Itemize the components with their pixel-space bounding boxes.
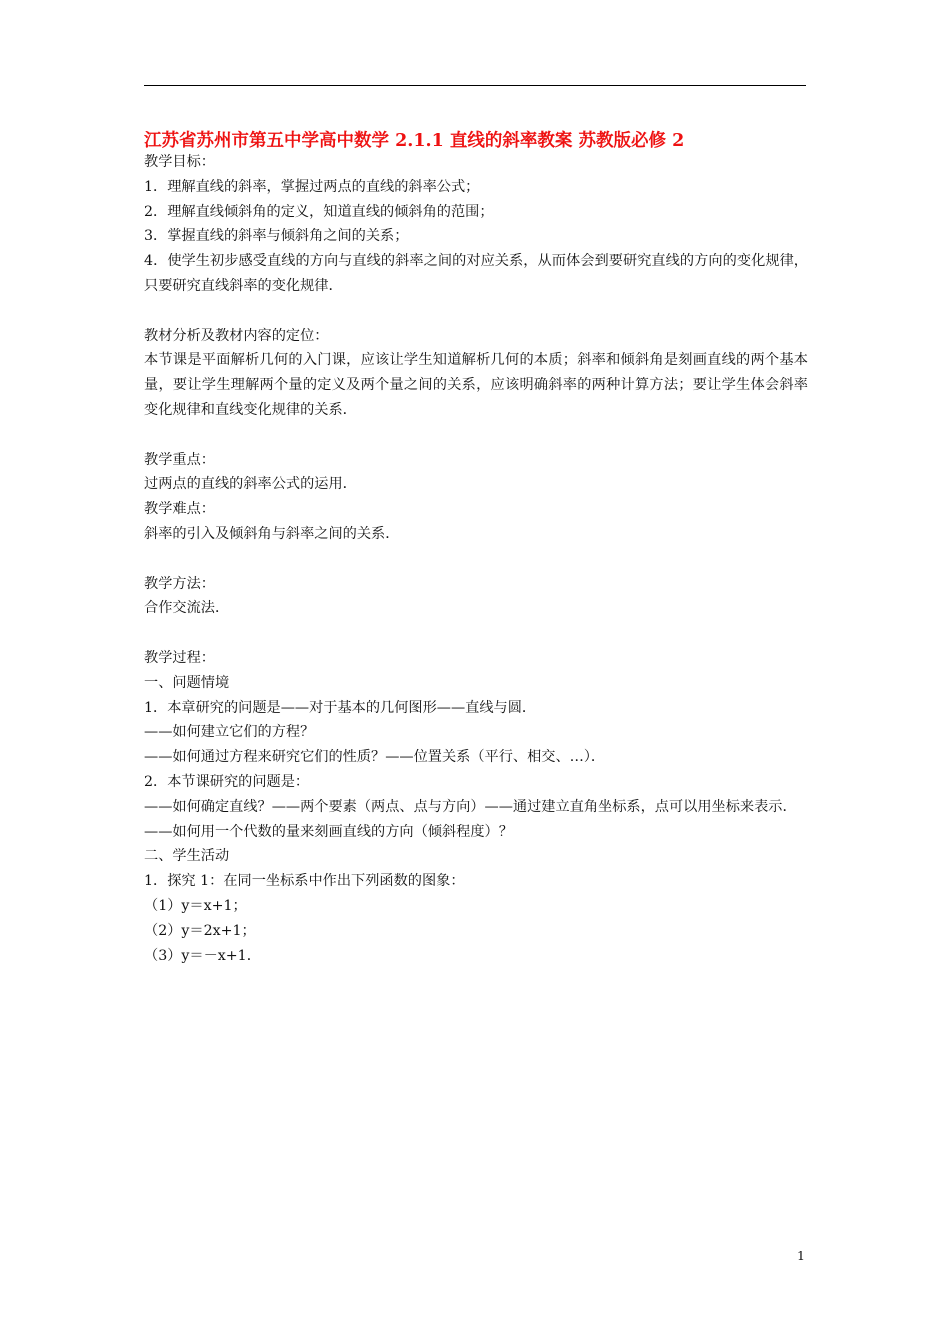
text-line: 教学难点： bbox=[144, 501, 215, 518]
text-line: 一、问题情境 bbox=[144, 674, 230, 691]
blank-line bbox=[144, 621, 808, 646]
text-line: ——如何建立它们的方程？ bbox=[144, 724, 315, 741]
text-line: 1．理解直线的斜率，掌握过两点的直线的斜率公式； bbox=[144, 178, 480, 195]
blank-line bbox=[144, 423, 808, 448]
text-line: 3．掌握直线的斜率与倾斜角之间的关系； bbox=[144, 228, 409, 245]
text-paragraph: 4．使学生初步感受直线的方向与直线的斜率之间的对应关系，从而体会到要研究直线的方向的变化规律，只要研究直线斜率的变化规律． bbox=[144, 253, 808, 294]
text-paragraph: 本节课是平面解析几何的入门课，应该让学生知道解析几何的本质；斜率和倾斜角是刻画直线的两个基本量，要让学生理解两个量的定义及两个量之间的关系，应该明确斜率的两种计算方法；要让学生体会斜率变化规律和直线变化规律的关系． bbox=[144, 352, 808, 418]
text-line: ——如何用一个代数的量来刻画直线的方向（倾斜程度）？ bbox=[144, 823, 513, 840]
text-line: 教学过程： bbox=[144, 649, 215, 666]
text-line: 教学重点： bbox=[144, 451, 215, 468]
text-line: 1．探究 1：在同一坐标系中作出下列函数的图象： bbox=[144, 873, 465, 890]
text-line: 过两点的直线的斜率公式的运用． bbox=[144, 476, 357, 493]
text-line: 教学方法： bbox=[144, 575, 215, 592]
text-paragraph: ——如何确定直线？——两个要素（两点、点与方向）——通过建立直角坐标系，点可以用坐标来表示． bbox=[144, 798, 797, 815]
blank-line bbox=[144, 547, 808, 572]
document-title: 江苏省苏州市第五中学高中数学 2.1.1 直线的斜率教案 苏教版必修 2 bbox=[144, 131, 685, 151]
blank-line bbox=[144, 299, 808, 324]
text-line: 教材分析及教材内容的定位： bbox=[144, 327, 329, 344]
text-line: 斜率的引入及倾斜角与斜率之间的关系． bbox=[144, 525, 400, 542]
text-line: （3）y＝－x+1． bbox=[144, 947, 261, 964]
text-line: ——如何通过方程来研究它们的性质？——位置关系（平行、相交、…）． bbox=[144, 749, 606, 766]
page-number: 1 bbox=[797, 1248, 805, 1263]
text-line: 2．本节课研究的问题是： bbox=[144, 773, 310, 790]
text-line: （1）y＝x+1； bbox=[144, 897, 247, 914]
text-line: 2．理解直线倾斜角的定义，知道直线的倾斜角的范围； bbox=[144, 203, 494, 220]
text-line: 1．本章研究的问题是——对于基本的几何图形——直线与圆． bbox=[144, 699, 537, 716]
text-line: 合作交流法． bbox=[144, 600, 230, 617]
header-rule bbox=[144, 85, 806, 86]
text-line: 二、学生活动 bbox=[144, 848, 230, 865]
text-line: 教学目标： bbox=[144, 154, 215, 170]
body-text bbox=[144, 150, 808, 968]
text-line: （2）y＝2x+1； bbox=[144, 922, 256, 939]
